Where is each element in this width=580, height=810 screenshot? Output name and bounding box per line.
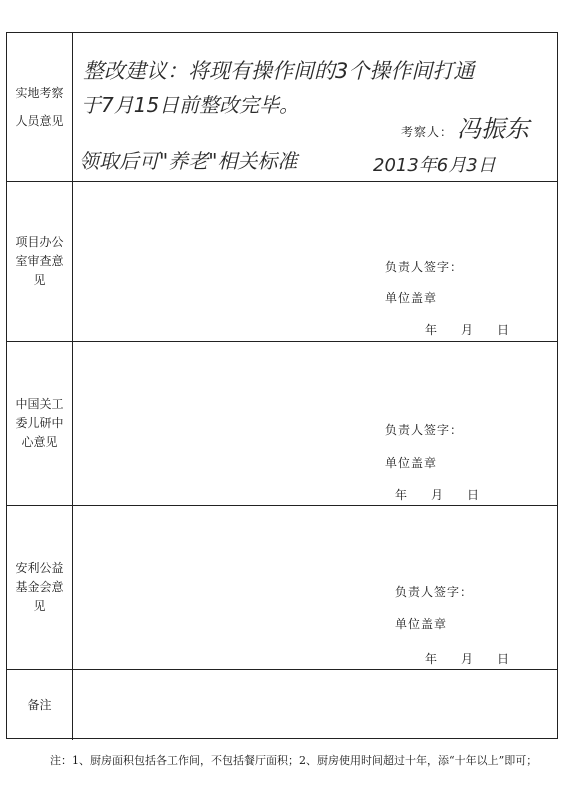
- row-ccw-center-opinion: [7, 342, 557, 506]
- date-month: 月: [461, 652, 474, 666]
- handwritten-line-3: 领取后可"养老"相关标准: [79, 149, 298, 173]
- remarks-content: [73, 670, 557, 740]
- signer-label: 负责人签字：: [385, 260, 464, 274]
- row-content: [73, 506, 557, 669]
- row-inspector-opinion: [7, 33, 557, 182]
- date-day: 日: [497, 652, 510, 666]
- row-label-cell: [7, 33, 73, 181]
- row-amway-foundation-opinion: [7, 506, 557, 670]
- date-line: [395, 486, 503, 503]
- row-label-cell: [7, 342, 73, 505]
- inspector-signature: 冯振东: [457, 115, 529, 143]
- row-label: 备注: [27, 697, 52, 712]
- date-month: 月: [461, 323, 474, 337]
- inspector-label: 考察人：: [401, 125, 454, 139]
- row-content: [73, 33, 557, 181]
- signer-label: 负责人签字：: [385, 423, 464, 437]
- row-content: [73, 342, 557, 505]
- date-line: [425, 321, 533, 338]
- seal-label: 单位盖章: [385, 291, 438, 305]
- date-day: 日: [497, 323, 510, 337]
- handwritten-date: 2013年6月3日: [373, 155, 496, 176]
- date-year: 年: [395, 488, 408, 502]
- row-label: 安利公益基金会意见: [15, 561, 64, 613]
- row-project-office-opinion: [7, 182, 557, 342]
- date-day: 日: [467, 488, 480, 502]
- seal-label: 单位盖章: [395, 617, 448, 631]
- handwritten-line-2: 于7月15日前整改完毕。: [81, 93, 300, 117]
- row-label-cell: [7, 670, 73, 740]
- date-line: [425, 650, 533, 667]
- row-content: [73, 182, 557, 341]
- row-label: 中国关工委儿研中心意见: [15, 397, 64, 449]
- approval-form: [6, 32, 558, 739]
- row-label-cell: [7, 182, 73, 341]
- row-label-cell: [7, 506, 73, 669]
- signer-label: 负责人签字：: [395, 585, 474, 599]
- seal-label: 单位盖章: [385, 456, 438, 470]
- row-remarks: [7, 670, 557, 740]
- date-year: 年: [425, 323, 438, 337]
- footnote: 注：1、厨房面积包括各工作间，不包括餐厅面积；2、厨房使用时间超过十年，添“十年以上”即可；: [50, 754, 538, 767]
- handwritten-line-1: 整改建议：将现有操作间的3个操作间打通: [83, 59, 475, 83]
- date-year: 年: [425, 652, 438, 666]
- row-label: 项目办公室审查意见: [15, 235, 64, 287]
- row-label: 实地考察人员意见: [15, 86, 64, 128]
- date-month: 月: [431, 488, 444, 502]
